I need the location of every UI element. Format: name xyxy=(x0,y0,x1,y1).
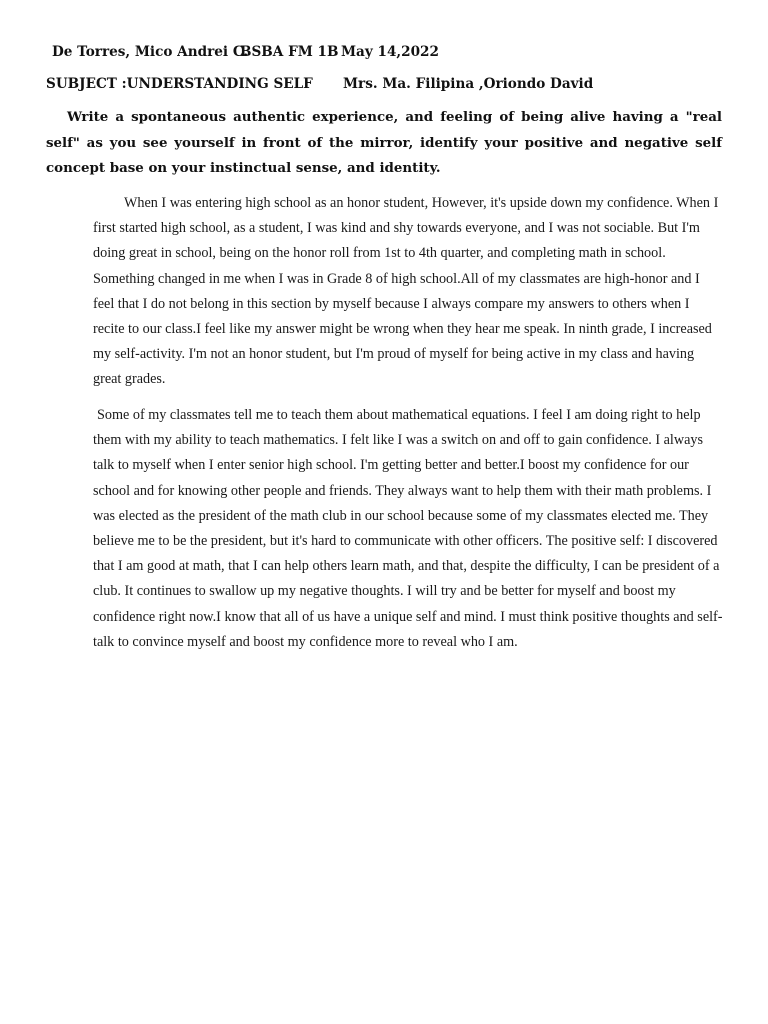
submission-date: May 14,2022 xyxy=(341,44,439,60)
teacher-name: Mrs. Ma. Filipina ,Oriondo David xyxy=(343,76,594,92)
essay-paragraph-2: Some of my classmates tell me to teach them about mathematical equations. I feel I am doing right to help them with my ability to teach mathematics. I felt like I was a switch on and off to gain confidence. I always talk to myself when I enter senior high school. I'm getting better and better.I boost my confidence for our school and for knowing other people and friends. They always want to help them with their math problems. I was elected as the president of the math club in our school because some of my classmates elected me. They believe me to be the president, but it's hard to communicate with other officers. The positive self: I discovered that I am good at math, that I can help others learn math, and that, despite the difficulty, I can be president of a club. It continues to swallow up my negative thoughts. I will try and be better for myself and boost my confidence right now.I know that all of us have a unique self and mind. I must think positive thoughts and self-talk to convince myself and boost my confidence more to reveal who I am. xyxy=(93,407,723,650)
course-section: BSBA FM 1B xyxy=(240,44,339,60)
essay-paragraph-1: When I was entering high school as an honor student, However, it's upside down my confidence. When I first started high school, as a student, I was kind and shy towards everyone, and I was not sociable. But I'm doing great in school, being on the honor roll from 1st to 4th quarter, and completing math in school. Something changed in me when I was in Grade 8 of high school.All of my classmates are high-honor and I feel that I do not belong in this section by myself because I always compare my answers to others when I recite to our class.I feel like my answer might be wrong when they hear me speak. In ninth grade, I increased my self-activity. I'm not an honor student, but I'm proud of myself for being active in my class and having great grades. xyxy=(93,195,719,388)
student-name: De Torres, Mico Andrei C. xyxy=(52,44,249,60)
essay-prompt: Write a spontaneous authentic experience, and feeling of being alive having a "real self" as you see yourself in front of the mirror, identify your positive and negative self concept base on your instinctual sense, and identity. xyxy=(46,109,722,176)
subject-title: SUBJECT :UNDERSTANDING SELF xyxy=(46,76,313,92)
